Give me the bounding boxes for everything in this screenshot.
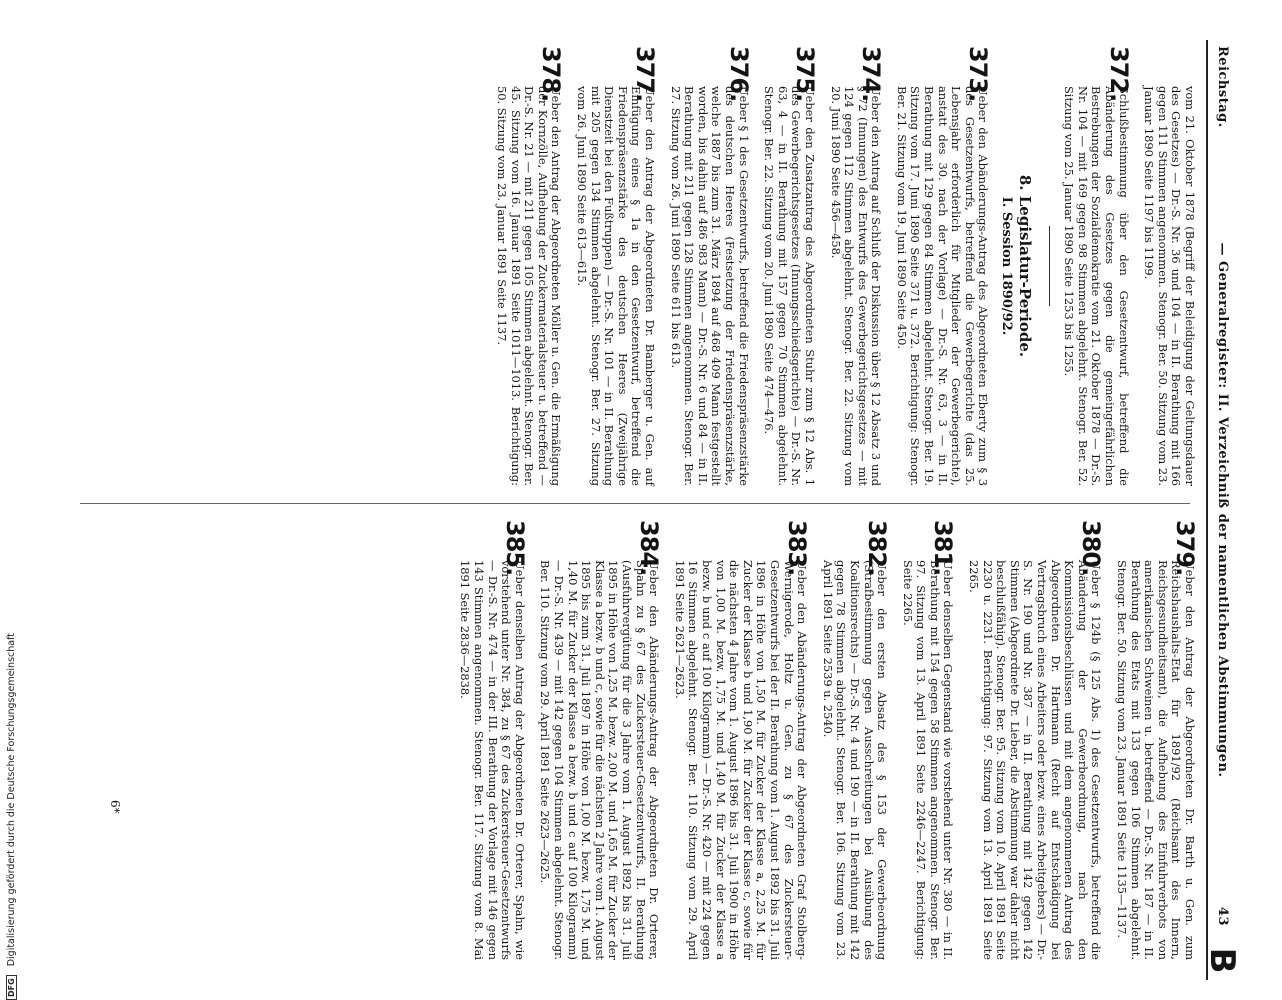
list-item — [494, 46, 566, 486]
funding-credit — [6, 633, 17, 1000]
right-column — [66, 520, 1199, 960]
entry-number: 378. — [537, 46, 566, 102]
entry-number: 380. — [1077, 520, 1106, 576]
list-item — [1062, 46, 1133, 486]
list-item — [967, 520, 1106, 960]
intro-entry — [1142, 46, 1196, 486]
list-item — [894, 46, 993, 486]
list-item — [820, 520, 892, 960]
entry-text: Ueber § 124b (§ 125 Abs. 1) des Gesetzentwurfs, betreffend die Abänderung der Gewerbeordnung, nach den Kommissionsbeschlüssen und mit dem angenommenen Antrag des Abgeordneten Dr. Hartmann (Recht auf Entschädigung bei Vertragsbruch eines Arbeiters oder bezw. eines Arbeitgebers) — Dr.-S. Nr. 190 und Nr. 387 — in II. Berathung mit 142 gegen 142 Stimmen (Abgeordnete Dr. Lieber, die Abstimmung war daher nicht beschlußfähig). Stenogr. Ber. 95. Sitzung vom 10. April 1891 Seite 2230 u. 2231. Berichtigung: 97. Sitzung vom 13. April 1891 Seite 2265. — [967, 560, 1104, 960]
entry-number: 381. — [929, 520, 958, 576]
entry-number: 379. — [1171, 520, 1199, 576]
entry-text: Ueber den Abänderungs-Antrag des Abgeordneten Eberty zum § 3 des Gesetzentwurfs, betreffend die Gewerbegerichte (das 25. Lebensjahr erforderlich für Mitglieder der Gewerbegerichte), anstatt des 30. nach der Vorlage) — Dr.-S. Nr. 63, 3 — in II. Berathung mit 129 gegen 84 Stimmen abgelehnt. Stenogr. Ber. 19. Sitzung vom 17. Juni 1890 Seite 371 u. 372. Berichtigung: Stenogr. Ber. 21. Sitzung vom 19. Juni 1890 Seite 450. — [894, 86, 991, 486]
entry-text: Schlußbestimmung über den Gesetzentwurf, betreffend die Abänderung des Gesetzes gegen die gemeingefährlichen Bestrebungen der Sozialdemokratie vom 21. Oktober 1878 — Dr.-S. Nr. 104 — mit 169 gegen 98 Stimmen abgelehnt. Stenogr. Ber. 52. Sitzung vom 25. Januar 1890 Seite 1253 bis 1255. — [1062, 86, 1131, 486]
entry-number: 376. — [724, 46, 753, 102]
entry-text: Ueber den Abänderungs-Antrag der Abgeordneten Graf Stolberg-Wernigerode, Holtz u. Gen. zu § 67 des Zuckersteuer-Gesetzentwurfs bei der II. Berathung vom 1. August 1892 bis 31. Juli 1896 in Höhe von 1,50 M. für Zucker der Klasse a, 2,25 M. für Zucker der Klasse b und 1,90 M. für Zucker der Klasse c, sowie für die nächsten 4 Jahre vom 1. August 1896 bis 31. Juli 1900 in Höhe von 1,00 M. bezw. 1,75 M. und 1,40 M. für Zucker der Klasse a bezw. b und c auf 100 Kilogramm) — Dr.-S. Nr. 420 — mit 224 gegen 16 Stimmen abgelehnt. Stenogr. Ber. 110. Sitzung vom 29. April 1891 Seite 2621—2623. — [672, 560, 810, 960]
entry-text: Ueber den Antrag der Abgeordneten Dr. Bamberger u. Gen. auf Einfügung eines § 1a in den Gesetzentwurf, betreffend die Friedenspräsenzstärke des deutschen Heeres (Zweijährige Dienstzeit bei den Fußtruppen) — Dr.-S. Nr. 101 — in II. Berathung mit 205 gegen 134 Stimmen abgelehnt. Stenogr. Ber. 27. Sitzung vom 26. Juni 1890 Seite 613—615. — [575, 86, 657, 486]
entry-number: 384. — [635, 520, 664, 576]
entry-number: 373. — [964, 46, 993, 102]
period-heading: 8. Legislatur-Periode. — [1015, 174, 1034, 358]
entry-text: Ueber denselben Gegenstand wie vorstehend unter Nr. 380 — in II. Berathung mit 154 gegen 58 Stimmen angenommen. Stenogr. Ber. 97. Sitzung vom 13. April 1891 Seite 2246—2247. Berichtigung: Seite 2265. — [900, 560, 956, 960]
entry-number: 375. — [790, 46, 819, 102]
list-item — [828, 46, 886, 486]
list-item — [1114, 520, 1199, 960]
intro-text: vom 21. Oktober 1878 (Begriff der Beleidigung der Geltungsdauer des Gesetzes) — Dr.-S. Nr. 36 und 104 — in II. Berathung mit 166 gegen 111 Stimmen angenommen. Stenogr. Ber. 50. Sitzung vom 23. Januar 1890 Seite 1197 bis 1199. — [1142, 86, 1197, 486]
entry-number: 374. — [857, 46, 886, 102]
entry-text: Ueber den Antrag auf Schluß der Diskussion über § 12 Absatz 3 und § 72 (Innungen) des Entwurfs des Gewerbegerichtsgesetzes — mit 124 gegen 112 Stimmen abgelehnt. Stenogr. Ber. 22. Sitzung vom 20. Juni 1890 Seite 456—458. — [828, 86, 884, 486]
entry-text: Ueber den ersten Absatz des § 153 der Gewerbeordnung (Strafbestimmung gegen Ausschreitungen bei Ausübung des Koalitionsrechts) — Dr.-S. Nr. 4 und 190 — in II. Berathung mit 142 gegen 78 Stimmen abgelehnt. Stenogr. Ber. 106. Sitzung vom 23. April 1891 Seite 2539 u. 2540. — [820, 560, 890, 960]
entry-number: 385. — [500, 520, 529, 576]
entry-text: Ueber den Antrag der Abgeordneten Möller u. Gen. die Ermäßigung der Kornzölle, Aufhebung der Zuckermaterialsteuer u. betreffend — Dr.-S. Nr. 21 — mit 211 gegen 105 Stimmen abgelehnt. Stenogr. Ber. 45. Sitzung vom 16. Januar 1891 Seite 1011—1013. Berichtigung: 50. Sitzung vom 23. Januar 1891 Seite 1137. — [495, 86, 564, 486]
entry-number: 372. — [1104, 46, 1133, 102]
list-item — [538, 520, 664, 960]
column-divider — [80, 503, 1190, 504]
entry-text: Ueber § 1 des Gesetzentwurfs, betreffend die Friedenspräsenzstärke des deutschen Heeres (Festsetzung der Friedenspräsenzstärke, welche 1887 bis zum 31. März 1894 auf 468 409 Mann festgestellt worden, bis dahin auf 486 983 Mann) — Dr.-S. Nr. 6 und 84 — in II. Berathung mit 211 gegen 128 Stimmen angenommen. Stenogr. Ber. 27. Sitzung vom 26. Juni 1890 Seite 611 bis 613. — [668, 86, 751, 486]
rotated-document — [60, 40, 1240, 980]
session-heading: I. Session 1890/92. — [999, 196, 1015, 336]
list-item — [458, 520, 529, 960]
signature-mark: 6* — [108, 800, 122, 814]
list-item — [574, 46, 659, 486]
left-column — [66, 46, 1196, 486]
list-item — [668, 46, 753, 486]
entry-number: 377. — [631, 46, 659, 102]
entry-text: Ueber den Antrag der Abgeordneten Dr. Barth u. Gen. zum Reichshaushalts-Etat für 1891/92 (Reichsamt des Innern, Reichsgesundheitsamt), die Aufhebung des Einfuhrverbots von amerikanischen Schweinen u. betreffend — Dr.-S. Nr. 187 — in II. Berathung des Etats mit 133 gegen 106 Stimmen abgelehnt. Stenogr. Ber. 50. Sitzung vom 23. Januar 1891 Seite 1135—1137. — [1115, 560, 1197, 960]
header-left: Reichstag. — [1215, 46, 1230, 128]
dfg-logo: DFG — [6, 975, 17, 1000]
list-item — [900, 520, 958, 960]
entry-text: Ueber denselben Antrag der Abgeordneten Dr. Orterer, Spahn, wie vorstehend unter Nr. 384, zu § 67 des Zuckersteuer-Gesetzentwurfs — Dr.-S. Nr. 474 — in der III. Berathung der Vorlage mit 146 gegen 143 Stimmen angenommen. Stenogr. Ber. 117. Sitzung vom 8. Mai 1891 Seite 2836—2838. — [458, 560, 527, 960]
list-item — [672, 520, 812, 960]
entry-number: 383. — [783, 520, 812, 576]
funding-text: Digitalisierung gefördert durch die Deutsche Forschungsgemeinschaft — [6, 632, 17, 967]
header-title: — Generalregister: II. Verzeichniß der namentlichen Abstimmungen. — [1215, 242, 1230, 778]
entry-number: 382. — [863, 520, 892, 576]
divider — [1049, 226, 1050, 306]
entry-text: Ueber den Zusatzantrag des Abgeordneten Stuhr zum § 12 Abs. 1 des Gewerbegerichtsgesetzes (Innungsschiedsgerichte) — Dr.-S. Nr. 63, 4 — in II. Berathung mit 157 gegen 70 Stimmen abgelehnt. Stenogr. Ber. 22. Sitzung vom 20. Juni 1890 Seite 474—476. — [762, 86, 817, 486]
page-number: 43 — [1215, 906, 1230, 926]
entry-text: Ueber den Abänderungs-Antrag der Abgeordneten Dr. Orterer, Spahn zu § 67 des Zuckersteuer-Gesetzentwurfs, II. Berathung (Ausfuhrvergütung für die 3 Jahre vom 1. August 1892 bis 31. Juli 1895 in Höhe von 1,25 M. bezw. 2,00 M. und 1,65 M. für Zucker der Klasse a bezw. b und c, sowie für die nächsten 2 Jahre vom 1. August 1895 bis zum 31. Juli 1897 in Höhe von 1,00 M. bezw. 1,75 M. und 1,40 M. für Zucker der Klasse a bezw. b und c auf 100 Kilogramm) — Dr.-S. Nr. 439 — mit 142 gegen 104 Stimmen abgelehnt. Stenogr. Ber. 110. Sitzung vom 29. April 1891 Seite 2623—2625. — [538, 560, 662, 960]
running-header — [1202, 40, 1242, 980]
list-item — [762, 46, 819, 486]
section-letter: B — [1202, 947, 1242, 974]
